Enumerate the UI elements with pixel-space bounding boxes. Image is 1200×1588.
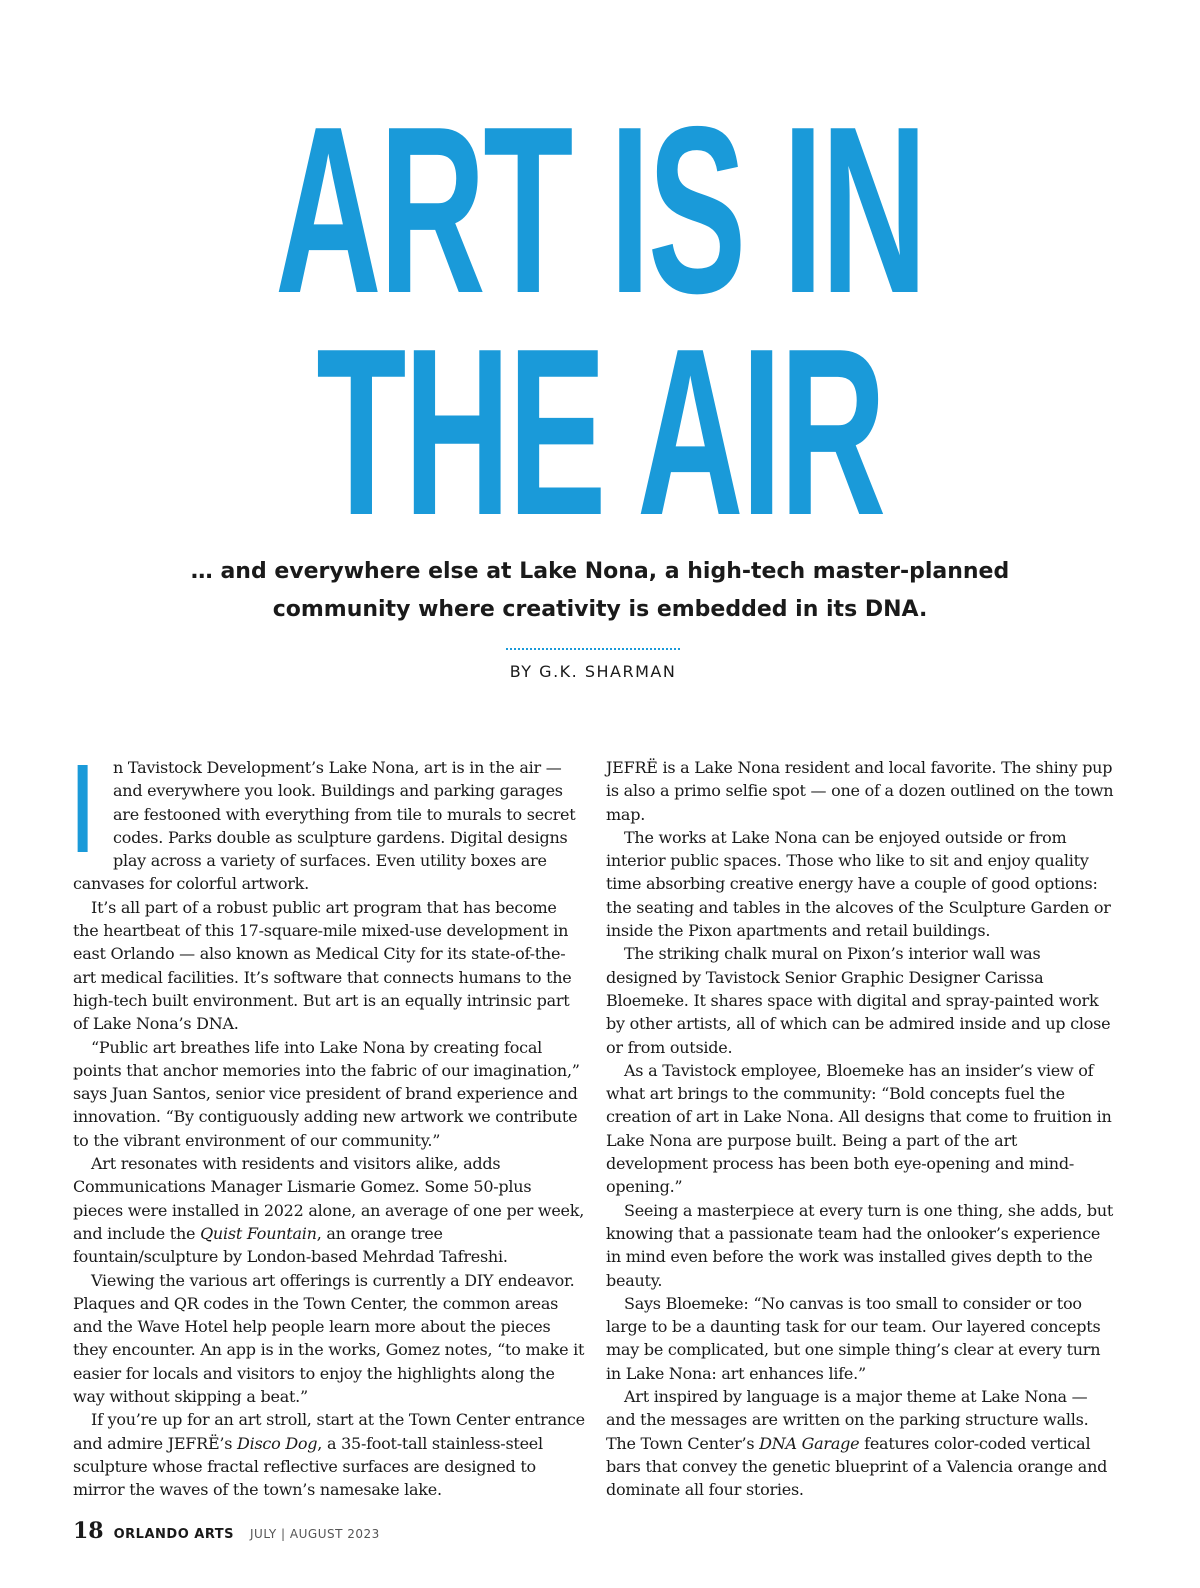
publication-name: ORLANDO ARTS <box>113 1527 234 1542</box>
byline: BY G.K. SHARMAN <box>509 662 677 681</box>
subheadline <box>150 553 1050 629</box>
subheadline-line-1: … and everywhere else at Lake Nona, a high-tech master-planned <box>190 559 1010 584</box>
dotted-divider <box>506 648 680 650</box>
headline-line-1: ART IS IN <box>275 78 925 343</box>
artwork-title: Quist Fountain <box>200 1223 317 1243</box>
paragraph-text: Art resonates with residents and visitors alike, adds Communications Manager Lismarie Gomez. Some 50-plus pieces were installed in 2022 alone, an average of one per week, and include the <box>73 1154 585 1243</box>
paragraph-text: features color-coded vertical bars that convey the genetic blueprint of a Valencia orange and dominate all four stories. <box>606 1433 1108 1500</box>
paragraph: JEFRË is a Lake Nona resident and local favorite. The shiny pup is also a primo selfie spot — one of a dozen outlined on the town map. <box>606 758 1114 824</box>
paragraph <box>73 738 585 896</box>
artwork-title: DNA Garage <box>759 1433 860 1453</box>
subheadline-line-2: community where creativity is embedded in its DNA. <box>272 597 928 622</box>
paragraph-text: , a 35-foot-tall stainless-steel sculpture whose fractal reflective surfaces are designed to mirror the waves of the town’s namesake lake. <box>73 1433 543 1500</box>
paragraph-text: , an orange tree fountain/sculpture by London-based Mehrdad Tafreshi. <box>73 1223 508 1267</box>
paragraph: As a Tavistock employee, Bloemeke has an insider’s view of what art brings to the community: “Bold concepts fuel the creation of art in Lake Nona. All designs that come to fruition in Lake Nona are purpose built. Being a part of the art development process has been both eye-opening and mind-opening.” <box>606 1060 1112 1197</box>
paragraph: The works at Lake Nona can be enjoyed outside or from interior public spaces. Those who like to sit and enjoy quality time absorbing creative energy have a couple of good options: the seating and tables in the alcoves of the Sculpture Garden or inside the Pixon apartments and retail buildings. <box>606 827 1111 941</box>
article-column-2 <box>606 756 1116 1502</box>
paragraph-text: If you’re up for an art stroll, start at the Town Center entrance and admire JEFRË’s <box>73 1410 585 1453</box>
page-number: 18 <box>73 1518 104 1544</box>
paragraph <box>606 1385 1116 1501</box>
headline-line-2: THE AIR <box>316 300 884 565</box>
paragraph: Seeing a masterpiece at every turn is one thing, she adds, but knowing that a passionate team had the onlooker’s experience in mind even before the work was installed gives depth to the beauty. <box>606 1200 1114 1290</box>
paragraph-text: n Tavistock Development’s Lake Nona, art is in the air — and everywhere you look. Buildings and parking garages are festooned with everything from tile to murals to secret codes. Parks double as sculpture gardens. Digital designs play across a variety of surfaces. Even utility boxes are canvases for colorful artwork. <box>73 758 576 894</box>
paragraph <box>73 1152 585 1268</box>
artwork-title: Disco Dog <box>237 1433 318 1453</box>
paragraph: It’s all part of a robust public art program that has become the heartbeat of this 17-square-mile mixed-use development in east Orlando — also known as Medical City for its state-of-the-art medical facilities. It’s software that connects humans to the high-tech built environment. But art is an equally intrinsic part of Lake Nona’s DNA. <box>73 897 572 1034</box>
paragraph: Viewing the various art offerings is currently a DIY endeavor. Plaques and QR codes in the Town Center, the common areas and the Wave Hotel help people learn more about the pieces they encounter. An app is in the works, Gomez notes, “to make it easier for locals and visitors to enjoy the highlights along the way without skipping a beat.” <box>73 1270 585 1407</box>
paragraph: The striking chalk mural on Pixon’s interior wall was designed by Tavistock Senior Graphic Designer Carissa Bloemeke. It shares space with digital and spray-painted work by other artists, all of which can be admired inside and up close or from outside. <box>606 944 1111 1057</box>
paragraph <box>73 1408 585 1501</box>
headline <box>0 78 1200 565</box>
paragraph: “Public art breathes life into Lake Nona by creating focal points that anchor memories into the fabric of our imagination,” says Juan Santos, senior vice president of brand experience and innovation. “By contiguously adding new artwork we contribute to the vibrant environment of our community.” <box>73 1037 580 1150</box>
paragraph: Says Bloemeke: “No canvas is too small to consider or too large to be a daunting task for our team. Our layered concepts may be complicated, but one simple thing’s clear at every turn in Lake Nona: art enhances life.” <box>606 1293 1101 1383</box>
issue-date: JULY | AUGUST 2023 <box>250 1527 380 1541</box>
page-footer <box>73 1518 380 1548</box>
paragraph-text: Art inspired by language is a major theme at Lake Nona — and the messages are written on the parking structure walls. The Town Center’s <box>606 1387 1089 1453</box>
drop-cap: I <box>73 738 93 879</box>
article-column-1 <box>73 738 585 1502</box>
